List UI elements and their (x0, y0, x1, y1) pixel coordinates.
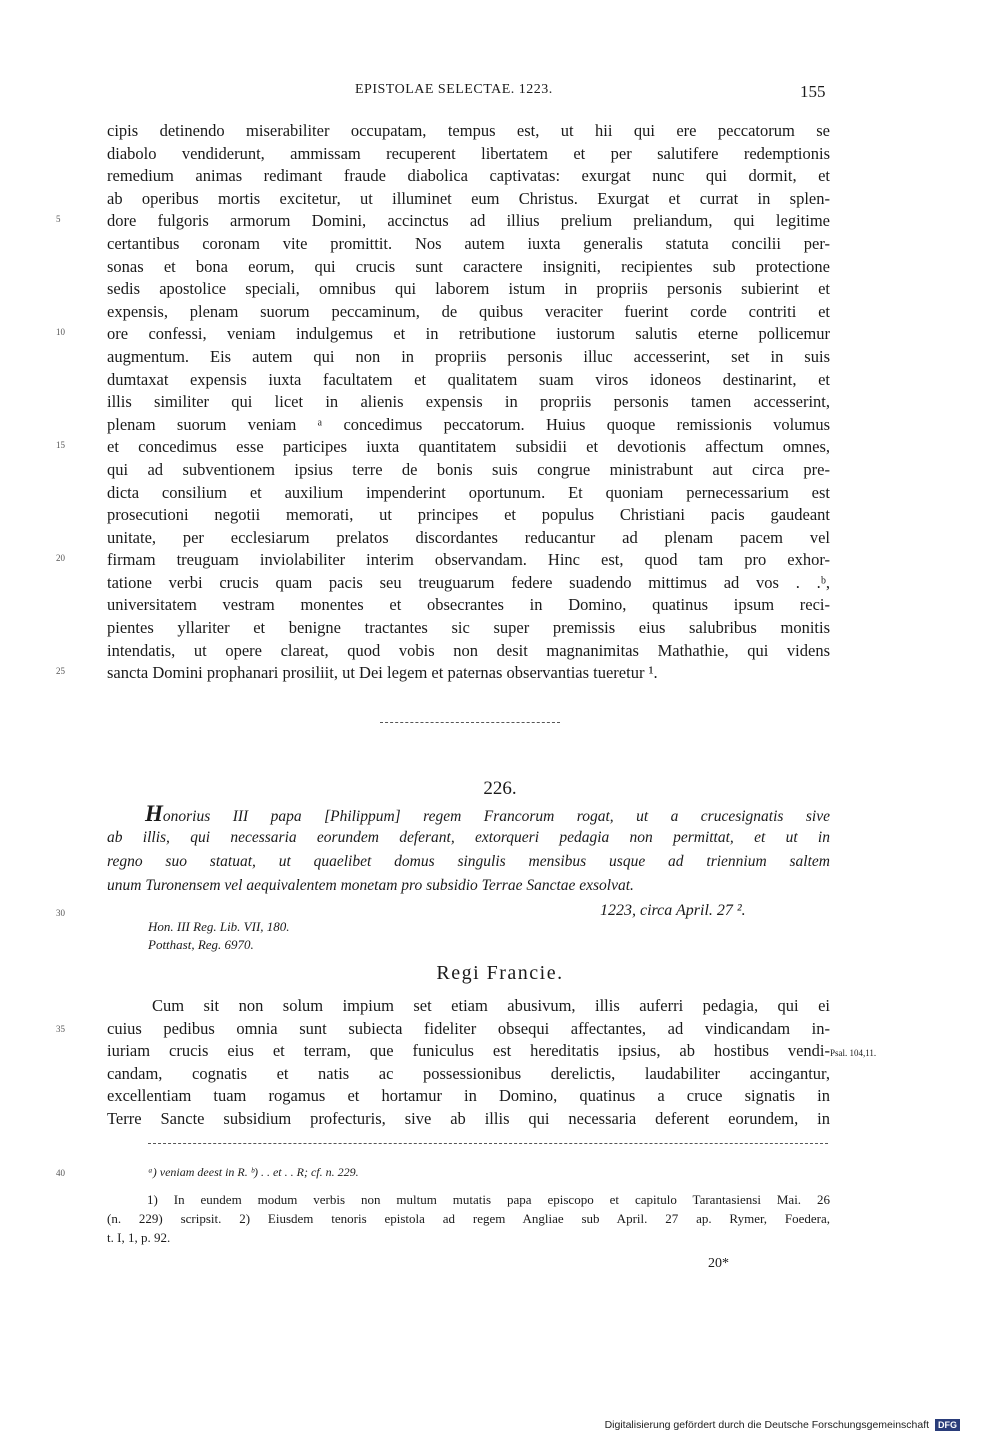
text-line: Cum sit non solum impium set etiam abusivum, illis auferri pedagia, qui ei (152, 996, 830, 1015)
source-reference: Potthast, Reg. 6970. (148, 937, 254, 952)
footnote-divider (148, 1143, 828, 1144)
text-line: sonas et bona eorum, qui crucis sunt caractere insigniti, recipientes sub protectione (107, 256, 830, 276)
summary-line (107, 802, 830, 826)
text-line: ore confessi, veniam indulgemus et in retributione iustorum salutis eterne pollicemur (107, 324, 830, 344)
summary-line: unum Turonensem vel aequivalentem monetam pro subsidio Terrae Sanctae exsolvat. (107, 877, 634, 894)
summary-line: regno suo statuat, ut quaelibet domus singulis mensibus usque ad triennium saltem (107, 853, 830, 870)
text-line: candam, cognatis et natis ac possessionibus derelictis, laudabiliter accingantur, (107, 1063, 830, 1083)
text-line: prosecutioni negotii memorati, ut principes et populus Christiani pacis gaudeant (107, 505, 830, 525)
text-line: remedium animas redimant fraude diabolica captivatas: exurgat nunc qui dormit, et (107, 166, 830, 186)
text-line: sedis apostolice speciali, omnibus qui laborem istum in propriis personis subierint et (107, 279, 830, 299)
text-line: et concedimus esse participes iuxta quantitatem subsidii et devotionis affectum omnes, (107, 437, 830, 457)
footnote-line: 1) In eundem modum verbis non multum mutatis papa episcopo et capitulo Tarantasiensi Mai. 26 (147, 1192, 830, 1207)
dfg-logo: DFG (935, 1419, 960, 1431)
text-line: certantibus coronam vite promittit. Nos autem iuxta generalis statuta concilii per- (107, 233, 830, 253)
text-line: dumtaxat expensis iuxta facultatem et qualitatem suam viros idoneos destinarint, et (107, 369, 830, 389)
footnote-line: t. I, 1, p. 92. (107, 1230, 171, 1245)
section-divider (380, 722, 560, 723)
line-number: 10 (56, 327, 65, 337)
summary-line-text: onorius III papa [Philippum] regem Francorum rogat, ut a crucesignatis sive (162, 808, 830, 825)
text-line: cipis detinendo miserabiliter occupatam, tempus est, ut hii qui ere peccatorum se (107, 121, 830, 140)
text-line: firmam treuguam inviolabiliter interim observandam. Hinc est, quod tam pro exhor- (107, 550, 830, 570)
document-number: 226. (483, 778, 517, 799)
document-summary (107, 802, 830, 898)
summary-line: ab illis, qui necessaria eorundem deferant, extorqueri pedagia non permittat, et ut in (107, 829, 830, 846)
line-number: 15 (56, 440, 65, 450)
text-line: Terre Sancte subsidium profecturis, sive ab illis qui necessaria deferent eorundem, in (107, 1108, 830, 1128)
text-line: pientes yllariter et benigne tractantes sic super premissis eius salubribus monitis (107, 618, 830, 638)
line-number: 25 (56, 666, 65, 676)
text-line: unitate, per ecclesiarum prelatos discordantes reducantur ad plenam pacem vel (107, 527, 830, 547)
footnote-line: (n. 229) scripsit. 2) Eiusdem tenoris epistola ad regem Angliae sub April. 27 ap. Rymer, Foedera, (107, 1211, 830, 1226)
digitization-credit (605, 1419, 960, 1431)
line-number: 20 (56, 553, 65, 563)
textual-apparatus: ᵃ) veniam deest in R. ᵇ) . . et . . R; cf. n. 229. (148, 1165, 359, 1179)
line-number: 30 (56, 908, 65, 918)
text-line: iuriam crucis eius et terram, que funiculus est hereditatis ipsius, ab hostibus vendi- (107, 1041, 830, 1061)
text-line: dore fulgoris armorum Domini, accinctus ad illius prelium preliandum, qui legitime (107, 211, 830, 231)
footnotes (107, 1190, 830, 1247)
text-line: sancta Domini prophanari prosiliit, ut Dei legem et paternas observantias tueretur ¹. (107, 663, 658, 683)
page-number: 155 (800, 82, 826, 101)
drop-cap: H (145, 802, 163, 826)
sheet-signature: 20* (708, 1256, 729, 1271)
credit-text: Digitalisierung gefördert durch die Deutsche Forschungsgemeinschaft (604, 1419, 930, 1431)
letter-body-continued (107, 120, 830, 685)
margin-reference: Psal. 104,11. (830, 1048, 877, 1058)
line-number: 40 (56, 1168, 65, 1178)
text-line: expensis, plenam suorum peccaminum, de quibus veraciter fuerint corde contriti et (107, 301, 830, 321)
line-number: 5 (56, 214, 61, 224)
text-line: illis similiter qui licet in alienis expensis in propriis personis tamen accesserint, (107, 392, 830, 412)
letter-body (107, 995, 830, 1131)
text-line: intendatis, ut opere clareat, quod vobis non desit magnanimitas Mathathie, qui videns (107, 640, 830, 660)
running-header: EPISTOLAE SELECTAE. 1223. (355, 82, 553, 97)
source-reference: Hon. III Reg. Lib. VII, 180. (148, 919, 290, 934)
addressee-heading: Regi Francie. (436, 962, 564, 984)
text-line: cuius pedibus omnia sunt subiecta fideliter obsequi affectantes, ad vindicandam in- (107, 1018, 830, 1038)
text-line: plenam suorum veniam ᵃ concedimus peccatorum. Huius quoque remissionis volumus (107, 414, 830, 434)
text-line: ab operibus mortis excitetur, ut illuminet eum Christus. Exurgat et currat in splen- (107, 188, 830, 208)
text-line: dicta consilium et auxilium impenderint oportunum. Et quoniam pernecessarium est (107, 482, 830, 502)
text-line: augmentum. Eis autem qui non in propriis personis illuc accesserint, set in suis (107, 346, 830, 366)
text-line: universitatem vestram monentes et obsecrantes in Domino, quatinus ipsum reci- (107, 595, 830, 615)
text-line: diabolo vendiderunt, ammissam recuperent libertatem et per salutifere redemptionis (107, 143, 830, 163)
text-line: excellentiam tuam rogamus et hortamur in Domino, quatinus a cruce signatis in (107, 1086, 830, 1106)
text-line: qui ad subventionem ipsius terre de bonis suis congrue ministrabunt aut circa pre- (107, 459, 830, 479)
text-line: tatione verbi crucis quam pacis seu treuguarum federe suadendo mittimus ad vos . .ᵇ, (107, 572, 830, 592)
line-number: 35 (56, 1024, 65, 1034)
document-date: 1223, circa April. 27 ². (600, 902, 746, 919)
